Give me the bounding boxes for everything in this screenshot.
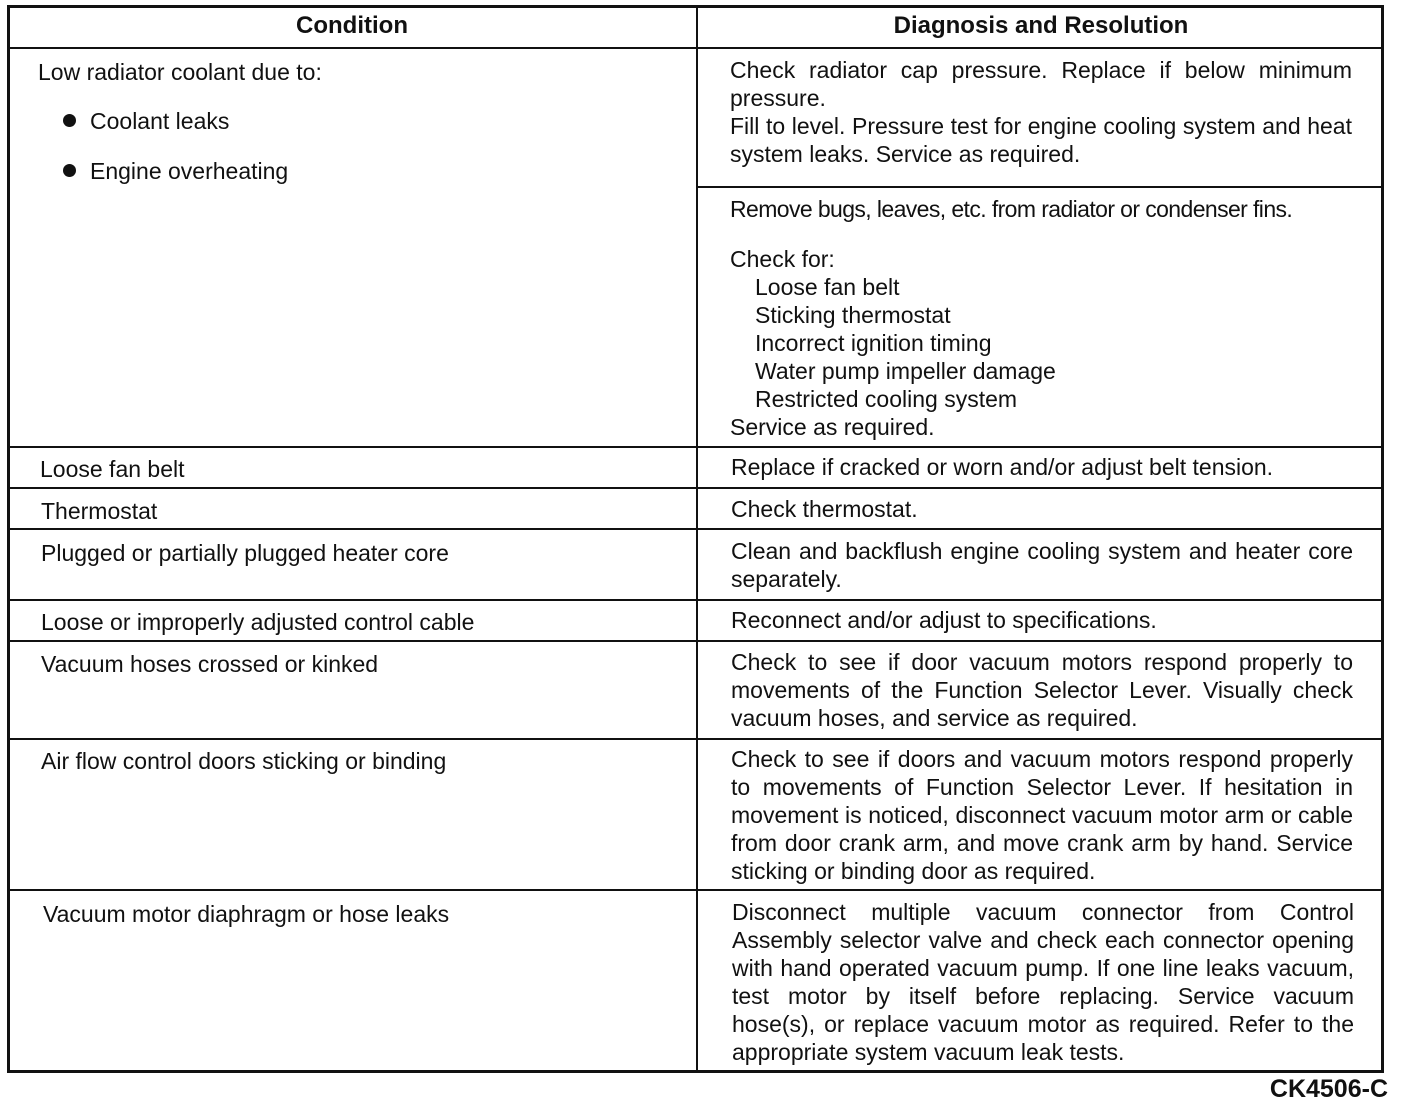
- row1-diagnosis-a: Check radiator cap pressure. Replace if below minimum pressure. Fill to level. Pressure test for engine cooling system and heat system leaks. Service as required.: [730, 57, 1352, 167]
- check-item: Water pump impeller damage: [755, 358, 1056, 384]
- row-rule: [7, 599, 1384, 601]
- row-rule: [7, 738, 1384, 740]
- header-diagnosis: Diagnosis and Resolution: [893, 12, 1189, 39]
- condition-cell: Loose or improperly adjusted control cable: [41, 609, 475, 635]
- condition-cell: Loose fan belt: [40, 456, 185, 482]
- check-item: Loose fan belt: [755, 274, 900, 300]
- diagnosis-cell: Check thermostat.: [731, 496, 918, 522]
- condition-cell: Air flow control doors sticking or binding: [41, 748, 447, 774]
- row-rule: [7, 487, 1384, 489]
- diagnosis-cell: Reconnect and/or adjust to specifications.: [731, 607, 1157, 633]
- row-rule: [7, 640, 1384, 642]
- header-rule: [7, 47, 1384, 49]
- condition-cell: Vacuum hoses crossed or kinked: [41, 651, 379, 677]
- row-rule: [7, 889, 1384, 891]
- bullet-item: Coolant leaks: [63, 107, 229, 135]
- diagnosis-cell: Check to see if doors and vacuum motors respond properly to movements of Function Selector Lever. If hesitation in movement is noticed, disconnect vacuum motor arm or cable from door crank arm, and move crank arm by hand. Service sticking or binding door as required.: [731, 746, 1360, 884]
- condition-cell: Vacuum motor diaphragm or hose leaks: [43, 901, 450, 927]
- row1-split-rule: [697, 186, 1384, 188]
- row1-diagnosis-b-end: Service as required.: [730, 414, 935, 440]
- header-condition: Condition: [296, 12, 408, 39]
- figure-code: CK4506-C: [1269, 1075, 1388, 1103]
- row1-diagnosis-b-intro: Remove bugs, leaves, etc. from radiator or condenser fins.: [730, 196, 1293, 222]
- diagnosis-cell: Clean and backflush engine cooling system and heater core separately.: [731, 538, 1360, 592]
- check-item: Sticking thermostat: [755, 302, 951, 328]
- row1-diagnosis-b-check: Check for:: [730, 246, 835, 272]
- diagnosis-cell: Disconnect multiple vacuum connector from Control Assembly selector valve and check each connector opening with hand operated vacuum pump. If one line leaks vacuum, test motor by itself before replacing. Service vacuum hose(s), or replace vacuum motor as required. Refer to the appropriate system vacuum leak tests.: [732, 899, 1361, 1065]
- diagnosis-cell: Replace if cracked or worn and/or adjust belt tension.: [731, 454, 1274, 480]
- diagnosis-cell: Check to see if door vacuum motors respond properly to movements of the Function Selector Lever. Visually check vacuum hoses, and service as required.: [731, 649, 1360, 731]
- bullet-icon: [63, 114, 76, 127]
- bullet-icon: [63, 164, 76, 177]
- bullet-item: Engine overheating: [63, 157, 288, 185]
- condition-cell: Plugged or partially plugged heater core: [41, 540, 449, 566]
- condition-cell: Thermostat: [41, 498, 158, 524]
- check-item: Incorrect ignition timing: [755, 330, 992, 356]
- check-item: Restricted cooling system: [755, 386, 1018, 412]
- column-divider: [696, 5, 698, 1073]
- row1-condition: Low radiator coolant due to:: [38, 59, 322, 85]
- row-rule: [7, 528, 1384, 530]
- row-rule: [7, 446, 1384, 448]
